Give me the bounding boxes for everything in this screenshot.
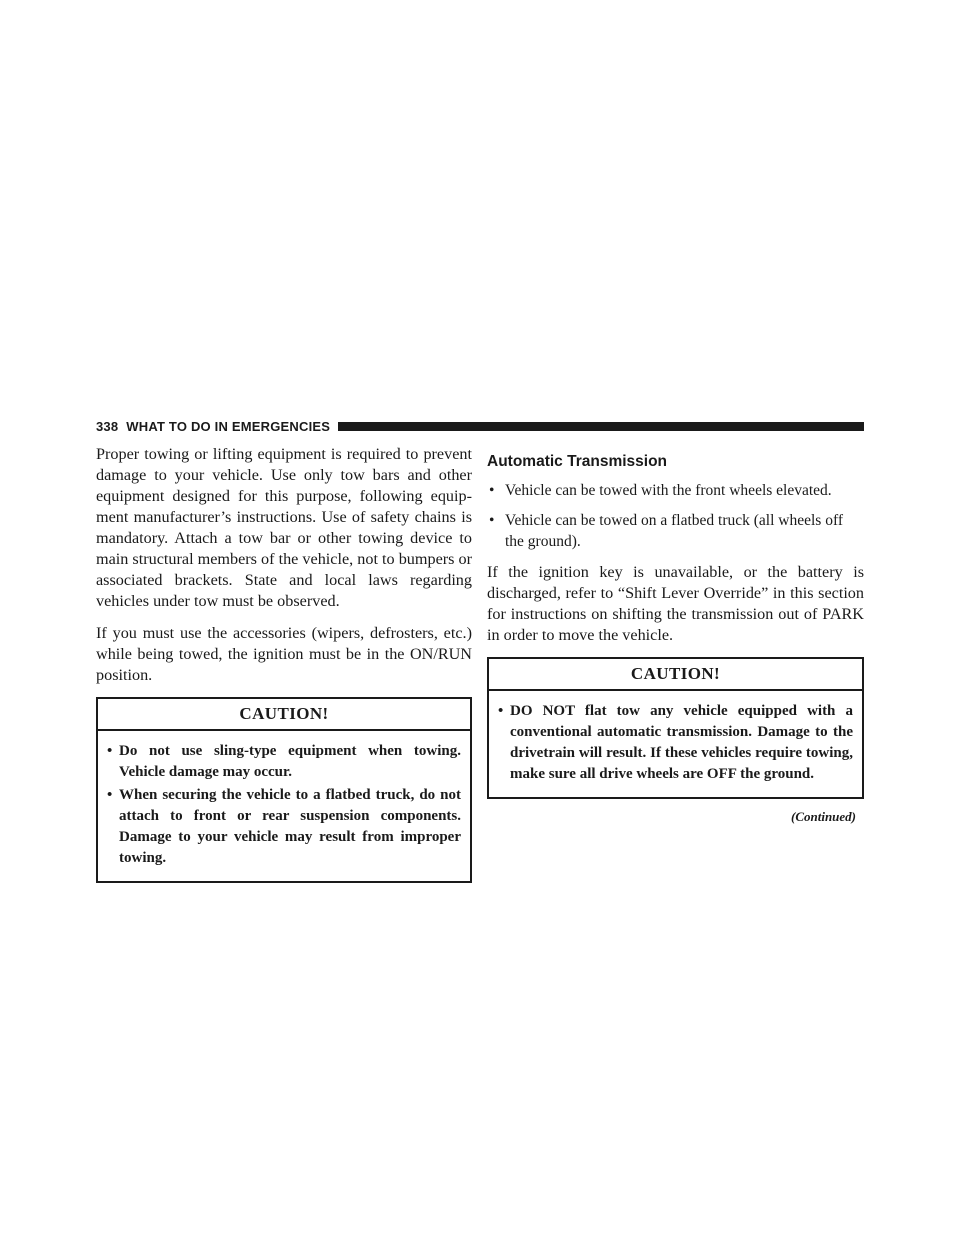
caution-box-towing: [96, 697, 472, 883]
caution-box-transmission: [487, 657, 864, 799]
caution-item-text: DO NOT flat tow any vehicle equipped with a conventional automatic transmission. Damage to the drivetrain will result. If these vehicles require towing, make sure all drive wheels are OFF the ground.: [510, 703, 853, 782]
page-header: [96, 417, 864, 435]
caution-item: [107, 741, 461, 783]
caution-item: [107, 785, 461, 869]
bullet-icon: •: [498, 703, 504, 719]
bullet-icon: •: [489, 482, 495, 499]
list-item: [487, 480, 864, 501]
left-column: [96, 444, 472, 897]
automatic-transmission-heading: Automatic Transmission: [487, 453, 668, 470]
caution-list: [489, 691, 862, 797]
accessories-paragraph: If you must use the accessories (wipers, defrosters, etc.) while being towed, the ignition must be in the ON/RUN position.: [96, 624, 472, 684]
towing-options-list: [487, 480, 864, 552]
bullet-icon: •: [107, 787, 113, 803]
bullet-icon: •: [107, 743, 113, 759]
caution-item-text: When securing the vehicle to a flatbed truck, do not attach to front or rear suspension components. Damage to your vehicle may result from improper towing.: [119, 787, 461, 866]
list-item-text: Vehicle can be towed on a flatbed truck (all wheels off the ground).: [505, 512, 843, 550]
section-title: WHAT TO DO IN EMERGENCIES: [126, 418, 331, 434]
list-item-text: Vehicle can be towed with the front wheels elevated.: [505, 482, 832, 499]
caution-item-text: Do not use sling-type equipment when towing. Vehicle damage may occur.: [119, 743, 461, 780]
towing-equipment-paragraph: Proper towing or lifting equipment is required to prevent damage to your vehicle. Use only tow bars and other equipment designed for this purpose, following equipment manufacturer’s instructions. Use of safety chains is mandatory. Attach a tow bar or other towing device to main structural members of the vehicle, not to bumpers or associated brackets. State and local laws regarding vehicles under tow must be observed.: [96, 445, 472, 610]
list-item: [487, 510, 864, 552]
header-rule: [338, 422, 864, 431]
page-number: 338: [96, 418, 119, 434]
continued-label: (Continued): [790, 809, 856, 824]
caution-title: CAUTION!: [489, 659, 862, 691]
ignition-key-paragraph: If the ignition key is unavailable, or the battery is discharged, refer to “Shift Lever Override” in this section for instructions on shifting the transmission out of PARK in order to move the vehicle.: [487, 563, 864, 644]
right-column: [487, 444, 864, 825]
caution-item: [498, 701, 853, 785]
caution-title: CAUTION!: [98, 699, 470, 731]
bullet-icon: •: [489, 512, 495, 529]
caution-list: [98, 731, 470, 881]
